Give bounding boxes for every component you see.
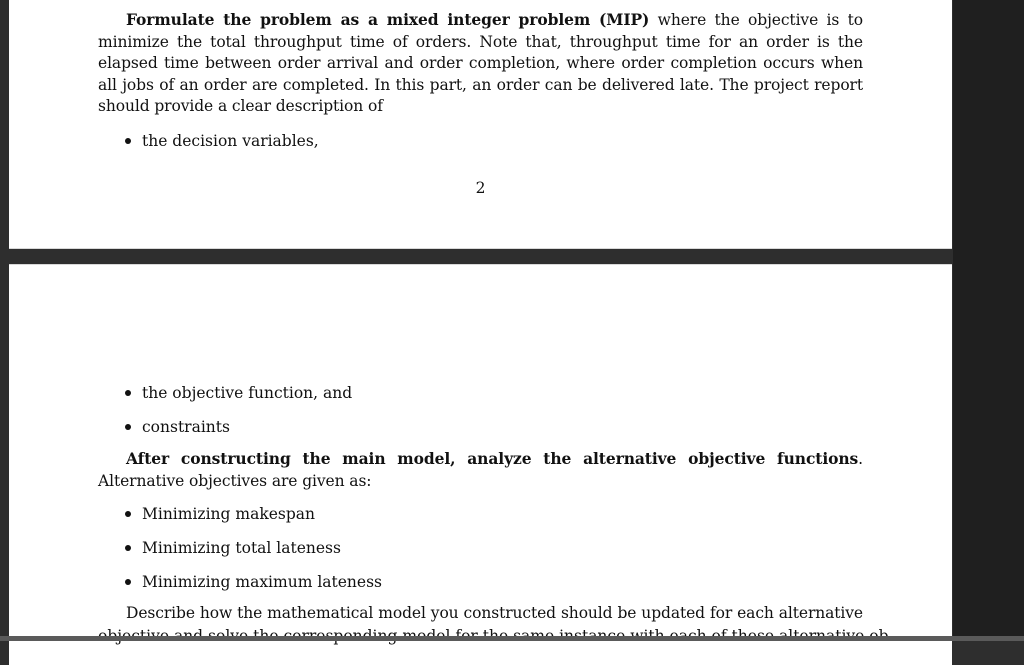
bullet-makespan <box>125 504 315 524</box>
bullet-dot-icon <box>125 138 131 144</box>
horizontal-scrollbar[interactable] <box>0 636 1024 641</box>
bullet-constraints <box>125 417 230 437</box>
bullet-decision-variables <box>125 131 319 151</box>
paragraph-alternative-objectives <box>98 448 863 492</box>
bullet-dot-icon <box>125 424 131 430</box>
bullet-dot-icon <box>125 545 131 551</box>
bullet-total-lateness <box>125 538 341 558</box>
alternative-bold-text: After constructing the main model, analyze the alternative objective functions <box>126 449 859 468</box>
viewer-right-margin <box>953 0 1024 641</box>
bullet-maximum-lateness <box>125 572 382 592</box>
paragraph-formulate <box>98 9 863 118</box>
bullet-text: Minimizing total lateness <box>142 539 341 557</box>
bullet-dot-icon <box>125 579 131 585</box>
pdf-page-3 <box>9 264 952 665</box>
alternative-rest-text: . Alternative objectives are given as: <box>98 450 863 490</box>
bullet-dot-icon <box>125 511 131 517</box>
bullet-dot-icon <box>125 390 131 396</box>
describe-text: Describe how the mathematical model you constructed should be updated for each alternative <box>126 604 863 622</box>
bullet-text: the objective function, and <box>142 384 353 402</box>
paragraph-describe-line1 <box>98 603 863 625</box>
page-number: 2 <box>475 179 486 197</box>
bullet-text: Minimizing maximum lateness <box>142 573 382 591</box>
bullet-text: the decision variables, <box>142 132 319 150</box>
bullet-text: Minimizing makespan <box>142 505 315 523</box>
bullet-objective-function <box>125 383 352 403</box>
bullet-text: constraints <box>142 418 230 436</box>
formulate-bold-text: Formulate the problem as a mixed integer problem (MIP) <box>126 10 650 29</box>
formulate-rest-text: where the objective is to minimize the total throughput time of orders. Note that, throughput time for an order is the elapsed time between order arrival and order completion, where order completion occurs when all jobs of an order are completed. In this part, an order can be delivered late. The project report should provide a clear description of <box>98 11 863 116</box>
pdf-page-2 <box>9 0 952 249</box>
